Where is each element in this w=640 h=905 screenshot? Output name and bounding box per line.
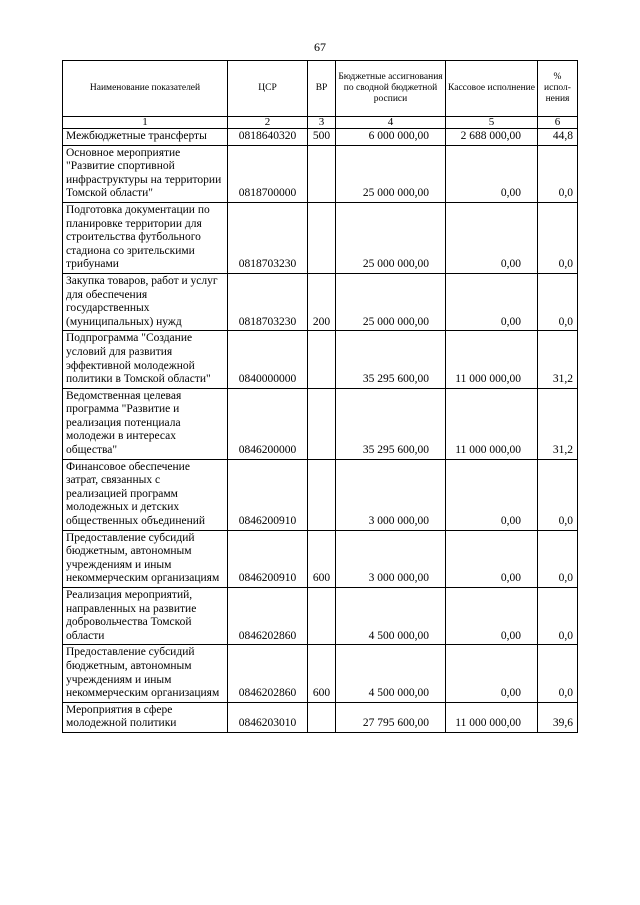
row-csr-cell: 0846200910 [228, 459, 308, 530]
table-row [63, 202, 578, 273]
row-cash-cell: 0,00 [446, 202, 538, 273]
row-vr-cell: 600 [308, 645, 336, 702]
row-vr-cell [308, 588, 336, 645]
row-pct-cell: 0,0 [538, 530, 578, 587]
row-vr-cell: 500 [308, 129, 336, 146]
row-vr-cell [308, 145, 336, 202]
column-number: 1 [63, 117, 228, 129]
row-name-cell: Ведомственная целевая программа "Развитие и реализация потенциала молодежи в интересах общества" [63, 388, 228, 459]
row-pct-cell: 0,0 [538, 145, 578, 202]
row-pct-cell: 0,0 [538, 588, 578, 645]
row-csr-cell: 0840000000 [228, 331, 308, 388]
row-name-cell: Закупка товаров, работ и услуг для обеспечения государственных (муниципальных) нужд [63, 273, 228, 330]
row-budget-cell: 6 000 000,00 [336, 129, 446, 146]
table-row [63, 530, 578, 587]
row-cash-cell: 0,00 [446, 530, 538, 587]
row-budget-cell: 35 295 600,00 [336, 331, 446, 388]
row-pct-cell: 0,0 [538, 459, 578, 530]
row-budget-cell: 25 000 000,00 [336, 145, 446, 202]
row-name-cell: Финансовое обеспечение затрат, связанных с реализацией программ молодежных и детских общественных объединений [63, 459, 228, 530]
row-name-cell: Межбюджетные трансферты [63, 129, 228, 146]
table-row [63, 588, 578, 645]
row-cash-cell: 11 000 000,00 [446, 388, 538, 459]
header-budget: Бюджетные ассигнования по сводной бюджетной росписи [336, 61, 446, 117]
table-row [63, 145, 578, 202]
row-budget-cell: 35 295 600,00 [336, 388, 446, 459]
row-name-cell: Мероприятия в сфере молодежной политики [63, 702, 228, 732]
row-vr-cell: 600 [308, 530, 336, 587]
row-csr-cell: 0818700000 [228, 145, 308, 202]
column-number: 6 [538, 117, 578, 129]
table-row [63, 459, 578, 530]
table-row [63, 331, 578, 388]
column-number: 3 [308, 117, 336, 129]
table-row [63, 645, 578, 702]
row-csr-cell: 0846202860 [228, 645, 308, 702]
row-budget-cell: 3 000 000,00 [336, 530, 446, 587]
row-budget-cell: 3 000 000,00 [336, 459, 446, 530]
table-header [63, 61, 578, 117]
header-cash: Кассовое исполнение [446, 61, 538, 117]
row-cash-cell: 0,00 [446, 588, 538, 645]
row-name-cell: Предоставление субсидий бюджетным, автономным учреждениям и иным некоммерческим организациям [63, 530, 228, 587]
row-cash-cell: 0,00 [446, 145, 538, 202]
row-vr-cell: 200 [308, 273, 336, 330]
row-pct-cell: 31,2 [538, 331, 578, 388]
row-csr-cell: 0846200000 [228, 388, 308, 459]
row-cash-cell: 0,00 [446, 459, 538, 530]
row-name-cell: Реализация мероприятий, направленных на развитие добровольчества Томской области [63, 588, 228, 645]
row-budget-cell: 25 000 000,00 [336, 202, 446, 273]
header-vr: ВР [308, 61, 336, 117]
row-csr-cell: 0818703230 [228, 202, 308, 273]
row-pct-cell: 39,6 [538, 702, 578, 732]
row-budget-cell: 27 795 600,00 [336, 702, 446, 732]
row-csr-cell: 0846203010 [228, 702, 308, 732]
row-cash-cell: 2 688 000,00 [446, 129, 538, 146]
row-budget-cell: 4 500 000,00 [336, 588, 446, 645]
row-pct-cell: 31,2 [538, 388, 578, 459]
header-csr: ЦСР [228, 61, 308, 117]
column-number: 4 [336, 117, 446, 129]
column-number-row [63, 117, 578, 129]
table-row [63, 702, 578, 732]
row-budget-cell: 4 500 000,00 [336, 645, 446, 702]
budget-execution-table [62, 60, 578, 733]
row-cash-cell: 0,00 [446, 645, 538, 702]
column-number: 2 [228, 117, 308, 129]
row-pct-cell: 0,0 [538, 273, 578, 330]
row-name-cell: Подпрограмма "Создание условий для развития эффективной молодежной политики в Томской области" [63, 331, 228, 388]
row-cash-cell: 11 000 000,00 [446, 702, 538, 732]
row-name-cell: Основное мероприятие "Развитие спортивной инфраструктуры на территории Томской области" [63, 145, 228, 202]
row-vr-cell [308, 331, 336, 388]
table-row [63, 129, 578, 146]
page-number: 67 [314, 40, 326, 54]
row-vr-cell [308, 202, 336, 273]
row-budget-cell: 25 000 000,00 [336, 273, 446, 330]
row-cash-cell: 11 000 000,00 [446, 331, 538, 388]
row-vr-cell [308, 702, 336, 732]
row-pct-cell: 0,0 [538, 202, 578, 273]
table-row [63, 273, 578, 330]
row-pct-cell: 0,0 [538, 645, 578, 702]
column-number: 5 [446, 117, 538, 129]
table-row [63, 388, 578, 459]
row-vr-cell [308, 459, 336, 530]
row-csr-cell: 0818703230 [228, 273, 308, 330]
header-name: Наименование показателей [63, 61, 228, 117]
row-csr-cell: 0846202860 [228, 588, 308, 645]
row-csr-cell: 0818640320 [228, 129, 308, 146]
row-pct-cell: 44,8 [538, 129, 578, 146]
row-vr-cell [308, 388, 336, 459]
row-name-cell: Предоставление субсидий бюджетным, автономным учреждениям и иным некоммерческим организациям [63, 645, 228, 702]
row-name-cell: Подготовка документации по планировке территории для строительства футбольного стадиона со зрительскими трибунами [63, 202, 228, 273]
header-pct: % испол-нения [538, 61, 578, 117]
row-csr-cell: 0846200910 [228, 530, 308, 587]
row-cash-cell: 0,00 [446, 273, 538, 330]
